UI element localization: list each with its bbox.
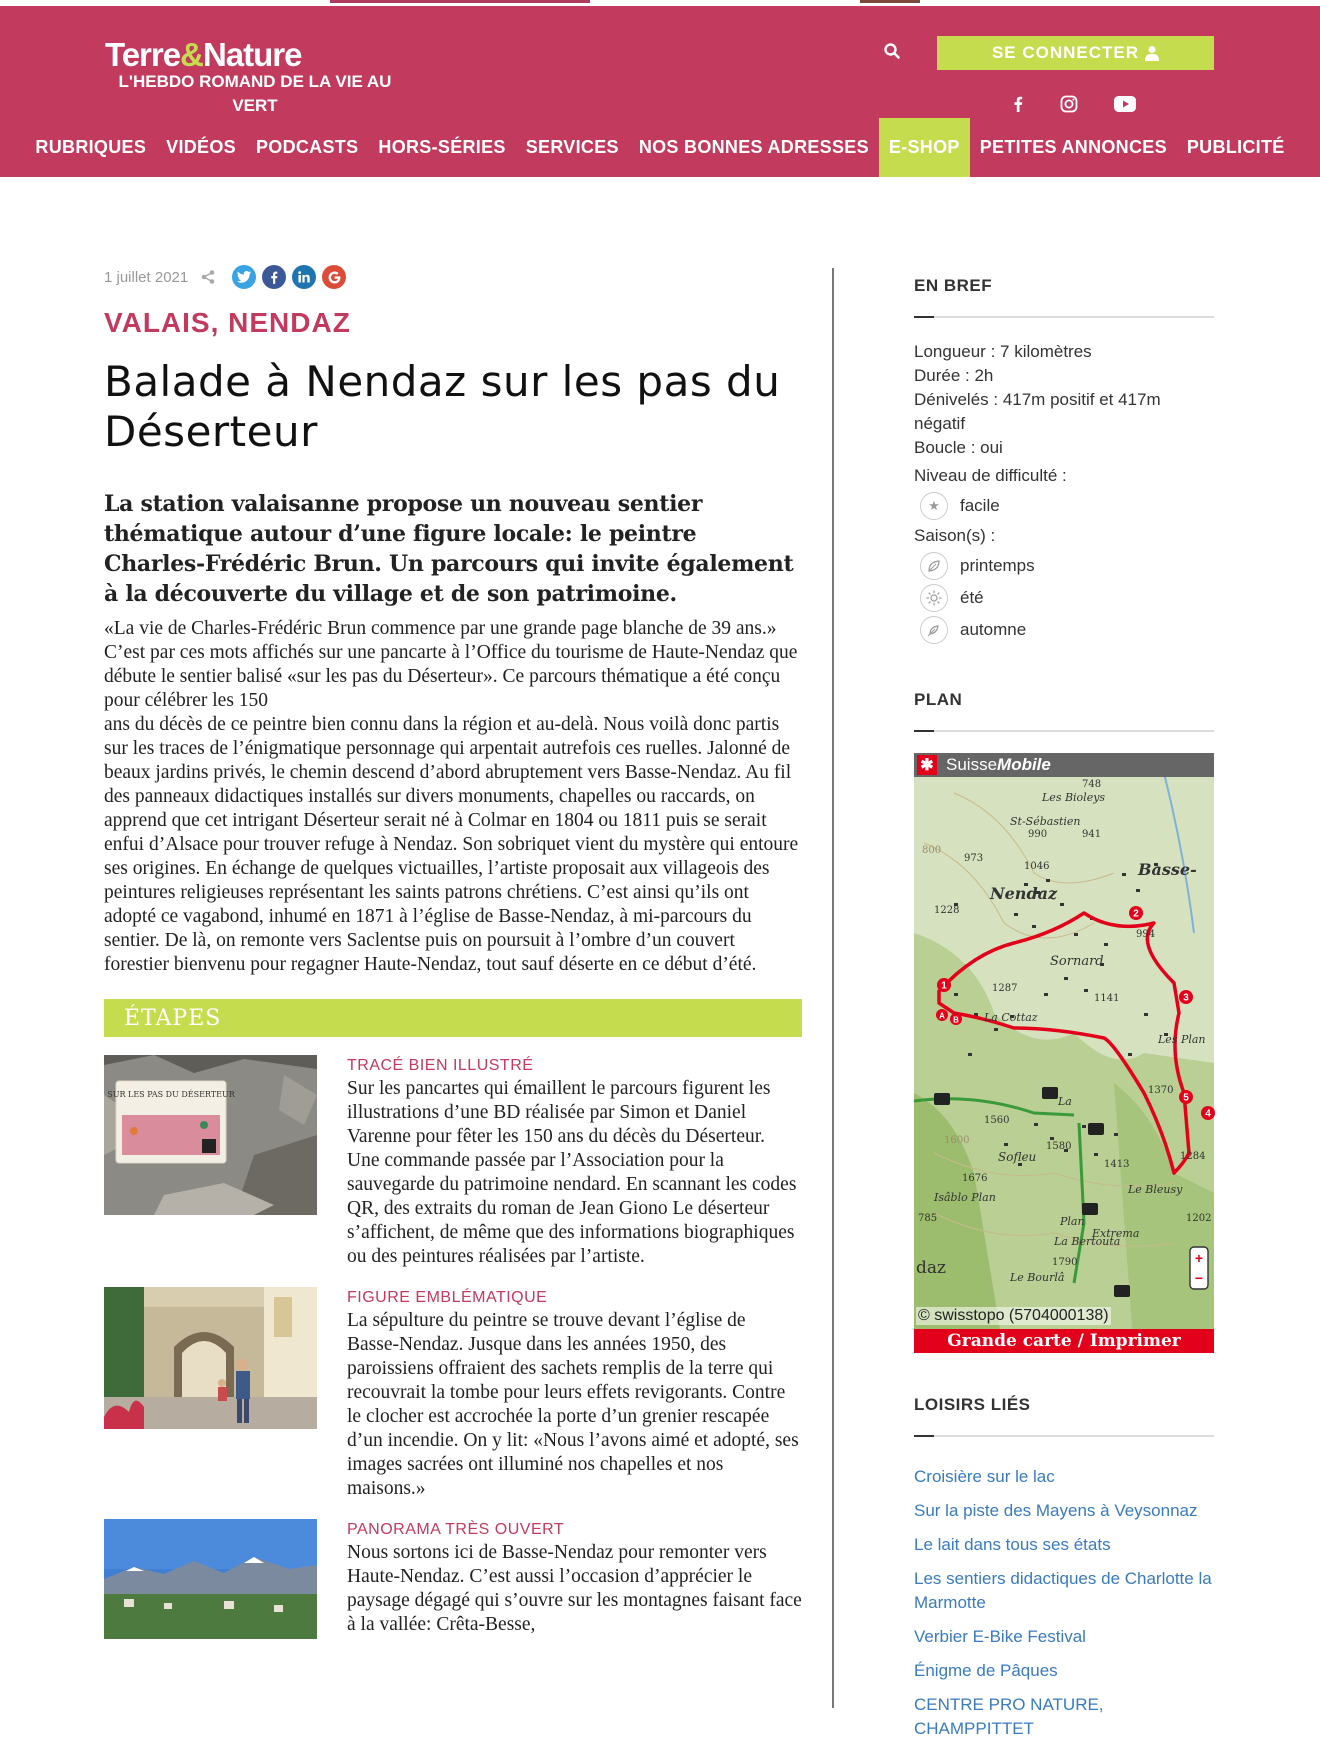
etape-body: La sépulture du peintre se trouve devant l’église de Basse-Nendaz. Jusque dans les années 1950, des paroissiens offraient des sachets remplis de la terre qui recouvrait la tombe pour leurs effets revigorants. Contre le clocher est accrochée la porte d’un grenier rescapée d’un incendie. On y lit: «Nous l’avons aimé et adopté, ses images sacrées ont illuminé nos chapelles et nos maisons.» — [347, 1310, 799, 1499]
google-icon[interactable] — [322, 265, 346, 289]
nav-item-videos[interactable]: VIDÉOS — [166, 137, 236, 157]
autumn-leaf-icon — [920, 616, 948, 644]
map-waypoint: 3 — [1183, 992, 1189, 1004]
sidebar — [914, 276, 1214, 1741]
map-label: Nendaz — [990, 884, 1058, 903]
etapes-heading: ÉTAPES — [104, 999, 802, 1037]
difficulty-row — [914, 492, 1214, 520]
section-rule — [914, 1435, 1214, 1437]
search-icon[interactable] — [883, 42, 901, 60]
loisir-link[interactable]: Croisière sur le lac — [914, 1467, 1055, 1486]
etape-title: TRACÉ BIEN ILLUSTRÉ — [347, 1057, 534, 1074]
map-waypoint: 5 — [1183, 1092, 1189, 1104]
en-bref-facts — [914, 340, 1214, 644]
loisir-link[interactable]: Le lait dans tous ses états — [914, 1535, 1111, 1554]
site-header — [0, 6, 1320, 177]
share-icon[interactable] — [200, 268, 218, 286]
map-brand-bar — [914, 753, 1214, 777]
map-label: daz — [916, 1258, 946, 1278]
map-label: 1600 — [944, 1135, 970, 1146]
article-paragraph: «La vie de Charles-Frédéric Brun commence par une grande page blanche de 39 ans.» C’est par ces mots affichés sur une pancarte à l’Office du tourisme de Haute-Nendaz que débute le sentier balisé «sur les pas du Déserteur». Ce parcours thématique a été conçu pour célébrer les 150 — [104, 618, 798, 711]
map-waypoint: 4 — [1205, 1108, 1211, 1120]
plan-heading: PLAN — [914, 690, 963, 709]
map-label: Basse- — [1138, 860, 1197, 879]
map-waypoint: B — [953, 1015, 959, 1025]
map-waypoint: 1 — [941, 980, 947, 992]
loisirs-list — [914, 1465, 1214, 1741]
etape-item — [104, 1287, 802, 1501]
map-canvas — [914, 753, 1214, 1353]
etape-body: Sur les pancartes qui émaillent le parcours figurent les illustrations d’une BD réalisée par Simon et Daniel Varenne pour fêter les 150 ans du décès du Déserteur. Une commande passée par l’Association pour la sauvegarde du patrimoine nendard. En scannant les codes QR, des extraits du roman de Jean Giono Le déserteur s’affichent, de même que des informations biographiques ou des peintures réalisées par l’artiste. — [347, 1078, 797, 1267]
panorama-photo-illustration — [104, 1519, 317, 1639]
nav-item-services[interactable]: SERVICES — [525, 137, 619, 157]
season-summer: été — [960, 588, 984, 607]
map-label: 785 — [918, 1213, 938, 1224]
swiss-cross-icon: ✱ — [917, 755, 937, 775]
season-autumn: automne — [960, 620, 1027, 639]
map-label: St-Sébastien — [1010, 815, 1081, 828]
map-label: Sofleu — [998, 1150, 1037, 1164]
map-label: Le Bourlâ — [1010, 1271, 1065, 1284]
youtube-icon[interactable] — [1113, 92, 1137, 116]
fact-denivele: Dénivelés : 417m positif et 417m négatif — [914, 390, 1161, 433]
article-title: Balade à Nendaz sur les pas du Déserteur — [104, 357, 781, 456]
login-button-label: SE CONNECTER — [991, 43, 1140, 62]
big-map-print-link[interactable]: Grande carte / Imprimer — [914, 1329, 1214, 1353]
map-label: Le Bleusy — [1128, 1183, 1183, 1196]
nav-item-hors-series[interactable]: HORS-SÉRIES — [378, 137, 506, 157]
season-row — [914, 616, 1214, 644]
nav-item-petites-annonces[interactable]: PETITES ANNONCES — [979, 137, 1167, 157]
etape-title: PANORAMA TRÈS OUVERT — [347, 1521, 565, 1538]
loisir-link[interactable]: Verbier E-Bike Festival — [914, 1627, 1086, 1646]
sign-photo-illustration — [104, 1055, 317, 1215]
map-label: 1580 — [1046, 1141, 1072, 1152]
map-label: 1228 — [934, 905, 960, 916]
sign-photo-text: SUR LES PAS DU DÉSERTEUR — [107, 1090, 235, 1099]
article-date: 1 juillet 2021 — [104, 268, 189, 286]
en-bref-heading: EN BREF — [914, 276, 993, 295]
map-label: 994 — [1136, 929, 1156, 940]
etape-photo-panorama[interactable] — [104, 1519, 317, 1639]
site-logo[interactable]: Terre&Nature — [105, 36, 302, 73]
map-label: 1413 — [1104, 1159, 1130, 1170]
map-label: 990 — [1028, 829, 1048, 840]
etape-body: Nous sortons ici de Basse-Nendaz pour remonter vers Haute-Nendaz. C’est aussi l’occasion d’apprécier le paysage dégagé qui s’ouvre sur les montagnes faisant face à la vallée: Crêta-Besse, — [347, 1542, 802, 1635]
loisir-link[interactable]: Les sentiers didactiques de Charlotte la Marmotte — [914, 1569, 1212, 1612]
sun-icon — [920, 584, 948, 612]
loisirs-heading: LOISIRS LIÉS — [914, 1395, 1031, 1414]
nav-item-bonnes-adresses[interactable]: NOS BONNES ADRESSES — [638, 137, 869, 157]
map-brand-suisse: Suisse — [946, 755, 998, 774]
section-rule — [914, 730, 1214, 732]
section-rule — [914, 316, 1214, 318]
map-label: Extrema — [1092, 1227, 1140, 1240]
etape-text — [347, 1519, 802, 1639]
map-label: 1790 — [1052, 1257, 1078, 1268]
article — [104, 265, 802, 1639]
map-label: Isâblo Plan — [934, 1191, 996, 1204]
map-label: 1560 — [984, 1115, 1010, 1126]
fact-boucle: Boucle : oui — [914, 438, 1003, 457]
map-label: La — [1058, 1095, 1072, 1108]
nav-item-podcasts[interactable]: PODCASTS — [255, 137, 359, 157]
twitter-icon[interactable] — [232, 265, 256, 289]
etape-item — [104, 1055, 802, 1269]
map-label: 800 — [922, 845, 942, 856]
loisir-link[interactable]: Sur la piste des Mayens à Veysonnaz — [914, 1501, 1198, 1520]
map-label: 748 — [1082, 779, 1102, 790]
map-label: La Bertouta — [1054, 1235, 1121, 1248]
facebook-share-icon[interactable] — [262, 265, 286, 289]
map-label: 1370 — [1148, 1085, 1174, 1096]
article-body — [104, 617, 802, 977]
etape-text — [347, 1055, 802, 1269]
season-row — [914, 552, 1214, 580]
difficulty-label: Niveau de difficulté : — [914, 466, 1067, 485]
main-nav — [0, 118, 1320, 177]
login-button[interactable] — [937, 36, 1214, 70]
site-tagline: L'HEBDO ROMAND DE LA VIE AU VERT — [118, 72, 392, 115]
nav-item-e-shop[interactable]: E-SHOP — [879, 118, 970, 177]
map-label: 1676 — [962, 1173, 988, 1184]
map-label: 941 — [1082, 829, 1102, 840]
map-label: Les Plan — [1158, 1033, 1206, 1046]
ad-strip-decoration — [860, 0, 920, 3]
route-map[interactable] — [914, 753, 1214, 1353]
season-row — [914, 584, 1214, 612]
article-kicker: VALAIS, NENDAZ — [104, 307, 351, 338]
map-label: 1284 — [1180, 1151, 1206, 1162]
nav-item-publicite[interactable]: PUBLICITÉ — [1186, 137, 1285, 157]
map-label: Sornard — [1050, 954, 1104, 969]
map-waypoint: 2 — [1133, 908, 1139, 920]
loisir-link[interactable]: Énigme de Pâques — [914, 1661, 1058, 1680]
season-label: Saison(s) : — [914, 526, 996, 545]
map-brand-mobile: Mobile — [997, 755, 1051, 774]
church-photo-illustration — [104, 1287, 317, 1429]
map-label: 1046 — [1024, 861, 1050, 872]
season-spring: printemps — [960, 556, 1035, 575]
leaf-icon — [920, 552, 948, 580]
svg-text:+: + — [1194, 1250, 1204, 1266]
map-label: Plan — [1060, 1215, 1085, 1228]
svg-text:−: − — [1194, 1270, 1204, 1286]
map-credit: © swisstopo (5704000138) — [918, 1307, 1109, 1324]
column-divider — [832, 268, 834, 1708]
nav-item-rubriques[interactable]: RUBRIQUES — [35, 137, 147, 157]
map-label: 1202 — [1186, 1213, 1212, 1224]
fact-longueur: Longueur : 7 kilomètres — [914, 342, 1092, 361]
star-icon: ★ — [920, 492, 948, 520]
etape-item — [104, 1519, 802, 1639]
article-paragraph: ans du décès de ce peintre bien connu dans la région et au-delà. Nous voilà donc partis sur les traces de l’énigmatique personnage qui arpentait autrefois ces ruelles. Jalonné de beaux jardins privés, le chemin descend d’abord abruptement vers Basse-Nendaz. Au fil des panneaux didactiques installés sur divers monuments, chapelles ou raccards, on apprend que cet intrigant Déserteur serait né à Colmar en 1804 ou 1811 puis se serait enfui d’Alsace pour trouver refuge à Nendaz. Son sobriquet vient du mystère qui entoure ses origines. En échange de quelques victuailles, l’artiste proposait aux villageois des peintures religieuses représentant les saints patrons chrétiens. C’est ainsi qu’ils ont adopté ce vagabond, inhumé en 1871 à l’église de Basse-Nendaz, à mi-parcours du sentier. De là, on remonte vers Saclentse puis on poursuit à l’ombre d’un couvert forestier bienvenu pour regagner Haute-Nendaz, tout sauf déserte en ce début d’été. — [104, 714, 799, 975]
map-label: La Cottaz — [984, 1011, 1038, 1024]
map-waypoint: A — [939, 1011, 945, 1021]
etape-photo-church[interactable] — [104, 1287, 317, 1429]
map-label: 1287 — [992, 983, 1018, 994]
article-meta — [104, 265, 802, 289]
map-label: 973 — [964, 853, 984, 864]
linkedin-icon[interactable] — [292, 265, 316, 289]
article-lead: La station valaisanne propose un nouveau sentier thématique autour d’une figure locale: le peintre Charles-Frédéric Brun. Un parcours qui invite également à la découverte du village et de son patrimoine. — [104, 491, 794, 607]
etape-photo-sign[interactable] — [104, 1055, 317, 1215]
instagram-icon[interactable] — [1057, 92, 1081, 116]
difficulty-value: facile — [960, 496, 1000, 515]
ad-strip-decoration — [330, 0, 590, 3]
map-label: 1141 — [1094, 993, 1120, 1004]
facebook-icon[interactable] — [1006, 92, 1030, 116]
fact-duree: Durée : 2h — [914, 366, 994, 385]
etape-title: FIGURE EMBLÉMATIQUE — [347, 1289, 548, 1306]
etape-text — [347, 1287, 802, 1501]
loisir-link[interactable]: CENTRE PRO NATURE, CHAMPPITTET — [914, 1695, 1104, 1738]
map-label: Les Bioleys — [1042, 791, 1106, 804]
user-icon — [1145, 45, 1159, 61]
